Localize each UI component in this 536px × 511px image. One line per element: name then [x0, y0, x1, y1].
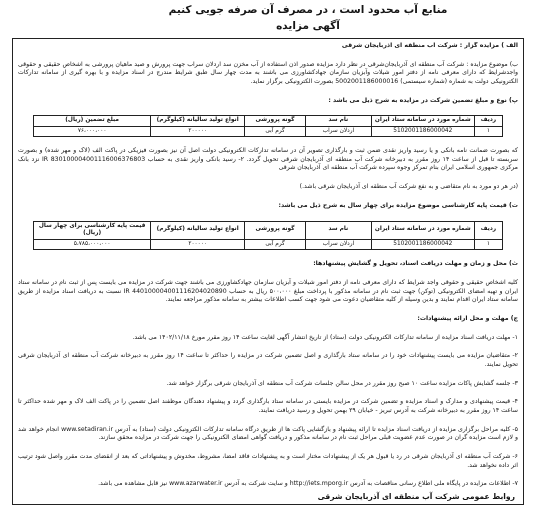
guarantee-text: که بصورت ضمانت نامه بانکی و یا رسید واریز نقدی ضمن ثبت و بارگذاری تصویر آن در سامانه تدارکات الکترونیکی دولت اصل آن نیز بصورت فیزیکی در پاکت الف (لاک و مهر شده) و بصورت سربسته تا قبل از ساعت ۱۴ روز مقرر به دبیرخانه شرکت آب منطقه ای آذربایجان شرقی تحویل گردد. ۲- رسید بانکی واریز نقدی به حساب IR 830100004001116006376803 نزد بانک مرکزی جمهوری اسلامی ایران بنام تمرکز وجوه سپرده شرکت آب منطقه ای آذربایجان شرقی [18, 147, 518, 172]
base-price-table [33, 221, 503, 250]
table-header-cell: نام سد [306, 116, 372, 126]
table-header-cell: ردیف [474, 221, 502, 239]
list-item: ۶- شرکت آب منطقه ای آذربایجان شرقی در رد یا قبول هر یک از پیشنهادات مختار است و به پیشنهادات فاقد امضا، مشروط، مخدوش و پیشنهاداتی که بعد از انقضای مدت مقرر واصل شود ترتیب اثر داده نخواهد شد. [18, 453, 518, 469]
table-header-cell: انواع تولید سالیانه (کیلوگرم) [151, 116, 245, 126]
table-header-cell: ردیف [474, 116, 502, 126]
table-header-cell: گونه پرورشی [245, 116, 306, 126]
list-item: ۴- قیمت پیشنهادی و مدارک و اسناد مزایده و تضمین شرکت در مزایده بایستی در سامانه ستاد بارگذاری گردد و پیشنهاد دهندگان موظفند اصل تضمین را در پاکت الف لاک و مهر شده حداکثر تا ساعت ۱۴ روز مقرر به دبیرخانه شرکت به آدرس تبریز - خیابان ۲۹ بهمن تحویل و رسید دریافت نمایند. [18, 398, 518, 414]
section-t-title: ت) قیمت پایه کارشناسی موضوع مزایده برای چهار سال به شرح ذیل می باشد: [278, 202, 518, 209]
table-header-cell: مبلغ تضمین (ریال) [34, 116, 151, 126]
table-cell: اردلان سراب [306, 239, 372, 249]
table-header-cell: انواع تولید سالیانه (کیلوگرم) [151, 221, 245, 239]
table-header-cell: قیمت پایه کارشناسی برای چهار سال (ریال) [34, 221, 151, 239]
water-saving-slogan: منابع آب محدود است ، در مصرف آن صرفه جویی کنیم [168, 4, 448, 16]
table-header-row [34, 221, 503, 239]
section-th-text: کلیه اشخاص حقیقی و حقوقی واجد شرایط که دارای معرفی نامه از دفتر امور شیلات و آبزیان سازمان جهادکشاورزی می باشند جهت شرکت در مزایده می بایست پس از ثبت نام در سامانه ستاد ایران و تهیه امضای الکترونیکی (توکن) جهت ثبت نام در سامانه مذکور با پرداخت مبلغ ۵۰۰،۰۰۰ ریال به حساب IR 440100004001116204020890 نسبت به دریافت اسناد مزایده از طریق سامانه ستاد ایران اقدام نمایند و بدین وسیله از کلیه متقاضیان دعوت می شود جهت کسب اطلاعات بیشتر به سامانه مذکور مراجعه نمایند. [18, 279, 518, 304]
table-cell: 5102001186000042 [371, 126, 474, 136]
section-p-title: پ) نوع و مبلغ تضمین شرکت در مزایده به شرح ذیل می باشد : [328, 96, 518, 104]
table-header-cell: شماره مورد در سامانه ستاد ایران [371, 116, 474, 126]
section-j-title: ج) مهلت و محل ارائه پیشنهادات: [417, 314, 518, 322]
table-cell: گرم آبی [245, 126, 306, 136]
table-cell: 5102001186000042 [371, 239, 474, 249]
list-item: ۷- اطلاعات مزایده در پایگاه ملی اطلاع رسانی مناقصات به آدرس http://iets.mporg.ir و سایت شرکت به آدرس www.azarwater.ir نیز قابل مشاهده می باشد. [98, 480, 518, 488]
table-cell: ۱ [474, 126, 502, 136]
list-item: ۲- متقاضیان مزایده می بایست پیشنهادات خود را در سامانه ستاد بارگذاری و اصل تضمین شرکت در مزایده را حداکثر تا ساعت ۱۴ روز مقرر به دبیرخانه شرکت آب منطقه ای آذربایجان شرقی تحویل نمایند. [18, 352, 518, 368]
table-cell: ۲۰۰۰۰۰ [151, 126, 245, 136]
notice-body [18, 42, 518, 489]
table-cell: اردلان سراب [306, 126, 372, 136]
table-cell: ۱ [474, 239, 502, 249]
list-item: ۳- جلسه گشایش پاکات مزایده ساعت ۱۰ صبح روز مقرر در محل سالن جلسات شرکت آب منطقه ای آذربایجان شرقی برگزار خواهد شد. [166, 379, 518, 387]
table-row [34, 126, 503, 136]
table-cell: ۷۶،۰۰۰،۰۰۰ [34, 126, 151, 136]
table-cell: گرم آبی [245, 239, 306, 249]
table-header-cell: گونه پرورشی [245, 221, 306, 239]
guarantee-table [33, 115, 503, 137]
section-b-subject: ب) موضوع مزایده : شرکت آب منطقه ای آذربایجان‌شرقی در نظر دارد مزایده صدور اذن استفاده از آب مخزن سد اردلان سراب جهت پرورش و صید ماهیان پرورشی به اشخاص حقیقی و حقوقی واجدشرایط که دارای معرفی نامه از دفتر امور شیلات وآبزیان سازمان جهادکشاورزی می باشند به مدت چهار سال طبق شرایط مندرج در اسناد مزایده و با بهره گیری از سامانه تدارکات الکترونیکی دولت به شماره (شماره سیستمی) 5002001186000016 بصورت الکترونیکی برگزار نماید. [18, 60, 518, 85]
notice-title: آگهی مزایده [276, 20, 340, 32]
table-header-row [34, 116, 503, 126]
section-th-title: ث) محل و زمان و مهلت دریافت اسناد، تحویل و گشایش پیشنهادها: [313, 260, 518, 268]
table-cell: ۲۰۰۰۰۰ [151, 239, 245, 249]
table-header-cell: نام سد [306, 221, 372, 239]
table-header-cell: شماره مورد در سامانه ستاد ایران [371, 221, 474, 239]
notice-box [12, 38, 524, 505]
table-cell: ۵،۷۸۵،۰۰۰،۰۰۰ [34, 239, 151, 249]
guarantee-note: (در هر دو مورد به نام متقاضی و به نفع شرکت آب منطقه ای آذربایجان شرقی باشد.) [299, 183, 518, 191]
public-relations-signature: روابط عمومی شرکت آب منطقه ای آذربایجان شرقی [317, 492, 515, 501]
list-item: ۵- کلیه مراحل برگزاری مزایده از دریافت اسناد مزایده تا ارائه پیشنهاد و بازگشایی پاکت ها از طریق درگاه سامانه تدارکات الکترونیکی دولت (ستاد) به آدرس www.setadiran.ir انجام خواهد شد و لازم است مزایده گران در صورت عدم عضویت قبلی مراحل ثبت نام در سامانه مذکور و دریافت گواهی امضای الکترونیکی را جهت شرکت در مزایده محقق سازند. [18, 425, 518, 442]
section-a-auctioneer: الف ) مزایده گزار : شرکت آب منطقه ای آذربایجان شرقی [341, 42, 518, 49]
list-item: ۱- مهلت دریافت اسناد مزایده از سامانه تدارکات الکترونیکی دولت (ستاد) از تاریخ انتشار آگهی لغایت ساعت ۱۴ روز مقرر مورخ ۱۴۰۲/۱۱/۱۸ می باشد. [132, 333, 518, 341]
table-row [34, 239, 503, 249]
